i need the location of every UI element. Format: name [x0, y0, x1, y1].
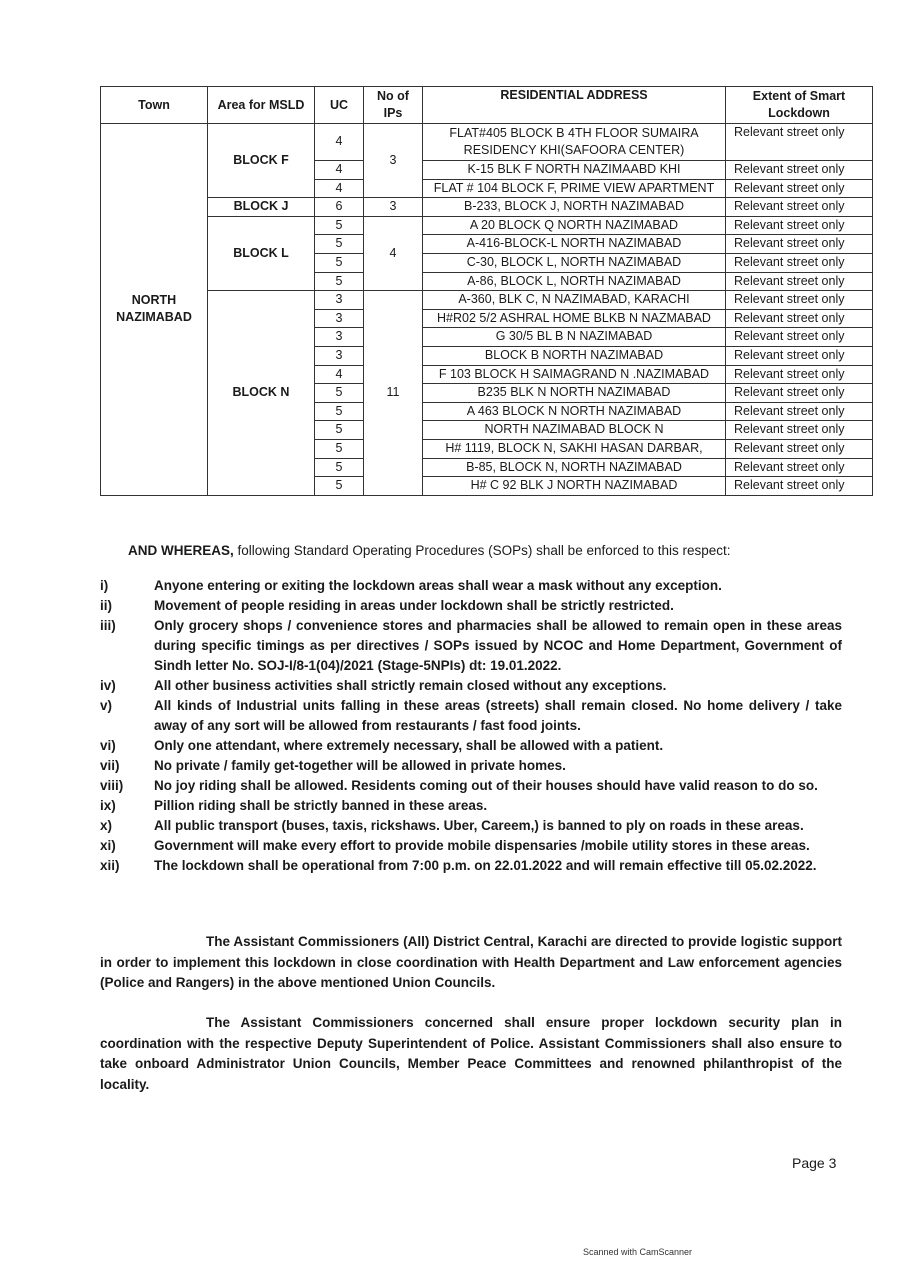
header-ips [364, 87, 423, 124]
extent-cell: Relevant street only [726, 216, 873, 235]
uc-cell: 5 [315, 235, 364, 254]
list-item-text: All kinds of Industrial units falling in these areas (streets) shall remain closed. No home delivery / take away of any sort will be allowed from restaurants / fast food joints. [154, 698, 842, 733]
address-cell: B-233, BLOCK J, NORTH NAZIMABAD [423, 198, 726, 217]
list-item-text: No private / family get-together will be allowed in private homes. [154, 758, 566, 773]
uc-cell: 5 [315, 253, 364, 272]
header-area: Area for MSLD [208, 87, 315, 124]
table-row [101, 216, 873, 235]
extent-cell: Relevant street only [726, 384, 873, 403]
uc-cell: 3 [315, 328, 364, 347]
list-item-text: Anyone entering or exiting the lockdown areas shall wear a mask without any exception. [154, 578, 722, 593]
list-item [100, 676, 842, 696]
header-ips-line2: IPs [383, 106, 403, 120]
table-row [101, 124, 873, 161]
table-row [101, 291, 873, 310]
list-item [100, 596, 842, 616]
extent-cell: Relevant street only [726, 346, 873, 365]
address-cell: B235 BLK N NORTH NAZIMABAD [423, 384, 726, 403]
extent-cell: Relevant street only [726, 253, 873, 272]
address-cell: F 103 BLOCK H SAIMAGRAND N .NAZIMABAD [423, 365, 726, 384]
header-address: RESIDENTIAL ADDRESS [423, 87, 726, 124]
extent-cell: Relevant street only [726, 309, 873, 328]
extent-cell: Relevant street only [726, 179, 873, 198]
list-item-text: All public transport (buses, taxis, rickshaws. Uber, Careem,) is banned to ply on roads in these areas. [154, 818, 804, 833]
list-item-text: All other business activities shall strictly remain closed without any exceptions. [154, 678, 667, 693]
uc-cell: 5 [315, 439, 364, 458]
uc-cell: 5 [315, 477, 364, 496]
scanner-watermark: Scanned with CamScanner [583, 1247, 693, 1257]
header-extent-line2: Lockdown [768, 106, 830, 120]
uc-cell: 4 [315, 179, 364, 198]
area-cell: BLOCK J [208, 198, 315, 217]
address-cell: H# C 92 BLK J NORTH NAZIMABAD [423, 477, 726, 496]
uc-cell: 5 [315, 458, 364, 477]
address-cell: A 463 BLOCK N NORTH NAZIMABAD [423, 402, 726, 421]
uc-cell: 4 [315, 365, 364, 384]
extent-cell: Relevant street only [726, 421, 873, 440]
ips-cell: 3 [364, 198, 423, 217]
extent-cell: Relevant street only [726, 439, 873, 458]
list-item [100, 816, 842, 836]
list-item [100, 576, 842, 596]
town-line2: NAZIMABAD [116, 310, 192, 325]
list-item [100, 756, 842, 776]
table-header-row [101, 87, 873, 124]
list-item-text: The lockdown shall be operational from 7:00 p.m. on 22.01.2022 and will remain effective till 05.02.2022. [154, 858, 817, 873]
logistic-support-paragraph: The Assistant Commissioners (All) District Central, Karachi are directed to provide logistic support in order to implement this lockdown in close coordination with Health Department and Law enforcement agencies (Police and Rangers) in the above mentioned Union Councils. [100, 934, 842, 990]
uc-cell: 5 [315, 384, 364, 403]
list-item [100, 836, 842, 856]
header-uc: UC [315, 87, 364, 124]
uc-cell: 3 [315, 309, 364, 328]
extent-cell: Relevant street only [726, 124, 873, 161]
extent-cell: Relevant street only [726, 365, 873, 384]
list-item [100, 696, 842, 736]
list-item-number: iv) [100, 678, 116, 693]
address-cell: FLAT # 104 BLOCK F, PRIME VIEW APARTMENT [423, 179, 726, 198]
lockdown-areas-table [100, 86, 873, 496]
address-cell: A-416-BLOCK-L NORTH NAZIMABAD [423, 235, 726, 254]
sops-intro-bold: AND WHEREAS, [128, 543, 234, 558]
list-item-text: No joy riding shall be allowed. Residents coming out of their houses should have valid reason to do so. [154, 778, 818, 793]
extent-cell: Relevant street only [726, 198, 873, 217]
list-item-number: iii) [100, 618, 116, 633]
extent-cell: Relevant street only [726, 477, 873, 496]
address-cell: C-30, BLOCK L, NORTH NAZIMABAD [423, 253, 726, 272]
uc-cell: 5 [315, 272, 364, 291]
address-cell: FLAT#405 BLOCK B 4TH FLOOR SUMAIRA RESIDENCY KHI(SAFOORA CENTER) [423, 124, 726, 161]
sops-intro-text: following Standard Operating Procedures (SOPs) shall be enforced to this respect: [233, 543, 731, 558]
list-item [100, 736, 842, 756]
town-cell [101, 124, 208, 496]
extent-cell: Relevant street only [726, 328, 873, 347]
security-plan-paragraph: The Assistant Commissioners concerned shall ensure proper lockdown security plan in coordination with the respective Deputy Superintendent of Police. Assistant Commissioners shall also ensure to take onboard Administrator Union Councils, Member Peace Committees and renowned philanthropist of the locality. [100, 1015, 842, 1092]
list-item-number: v) [100, 698, 113, 713]
uc-cell: 5 [315, 216, 364, 235]
ips-cell: 11 [364, 291, 423, 496]
area-cell: BLOCK F [208, 124, 315, 198]
list-item-text: Movement of people residing in areas under lockdown shall be strictly restricted. [154, 598, 674, 613]
address-cell: H# 1119, BLOCK N, SAKHI HASAN DARBAR, [423, 439, 726, 458]
uc-cell: 5 [315, 421, 364, 440]
list-item-number: vi) [100, 738, 116, 753]
extent-cell: Relevant street only [726, 291, 873, 310]
table-row [101, 198, 873, 217]
address-cell: K-15 BLK F NORTH NAZIMAABD KHI [423, 161, 726, 180]
list-item [100, 796, 842, 816]
uc-cell: 5 [315, 402, 364, 421]
list-item-number: viii) [100, 778, 124, 793]
extent-cell: Relevant street only [726, 402, 873, 421]
area-cell: BLOCK L [208, 216, 315, 290]
address-cell: G 30/5 BL B N NAZIMABAD [423, 328, 726, 347]
list-item-text: Pillion riding shall be strictly banned in these areas. [154, 798, 488, 813]
list-item-number: i) [100, 578, 109, 593]
header-town: Town [101, 87, 208, 124]
uc-cell: 3 [315, 346, 364, 365]
address-cell: B-85, BLOCK N, NORTH NAZIMABAD [423, 458, 726, 477]
address-cell: A 20 BLOCK Q NORTH NAZIMABAD [423, 216, 726, 235]
uc-cell: 4 [315, 161, 364, 180]
sops-list [100, 576, 842, 876]
list-item-text: Government will make every effort to provide mobile dispensaries /mobile utility stores in these areas. [154, 838, 810, 853]
extent-cell: Relevant street only [726, 161, 873, 180]
list-item-number: x) [100, 818, 113, 833]
address-cell: NORTH NAZIMABAD BLOCK N [423, 421, 726, 440]
list-item-number: vii) [100, 758, 120, 773]
list-item-number: xi) [100, 838, 116, 853]
sops-intro [128, 543, 731, 558]
list-item-number: xii) [100, 858, 120, 873]
list-item-text: Only grocery shops / convenience stores and pharmacies shall be allowed to remain open in these areas during specific timings as per directives / SOPs issued by NCOC and Home Department, Government of Sindh letter No. SOJ-I/8-1(04)/2021 (Stage-5NPIs) dt: 19.01.2022. [154, 618, 842, 673]
extent-cell: Relevant street only [726, 272, 873, 291]
ips-cell: 4 [364, 216, 423, 290]
header-extent-line1: Extent of Smart [752, 89, 846, 103]
header-ips-line1: No of [377, 89, 409, 103]
address-cell: A-360, BLK C, N NAZIMABAD, KARACHI [423, 291, 726, 310]
list-item [100, 616, 842, 676]
address-cell: BLOCK B NORTH NAZIMABAD [423, 346, 726, 365]
list-item [100, 856, 842, 876]
town-line1: NORTH [131, 292, 177, 307]
ips-cell: 3 [364, 124, 423, 198]
uc-cell: 6 [315, 198, 364, 217]
list-item-text: Only one attendant, where extremely necessary, shall be allowed with a patient. [154, 738, 664, 753]
address-cell: A-86, BLOCK L, NORTH NAZIMABAD [423, 272, 726, 291]
header-extent [726, 87, 873, 124]
page-number: Page 3 [792, 1155, 837, 1171]
extent-cell: Relevant street only [726, 235, 873, 254]
list-item-number: ix) [100, 798, 116, 813]
list-item [100, 776, 842, 796]
extent-cell: Relevant street only [726, 458, 873, 477]
list-item-number: ii) [100, 598, 112, 613]
area-cell: BLOCK N [208, 291, 315, 496]
uc-cell: 4 [315, 124, 364, 161]
address-cell: H#R02 5/2 ASHRAL HOME BLKB N NAZMABAD [423, 309, 726, 328]
uc-cell: 3 [315, 291, 364, 310]
